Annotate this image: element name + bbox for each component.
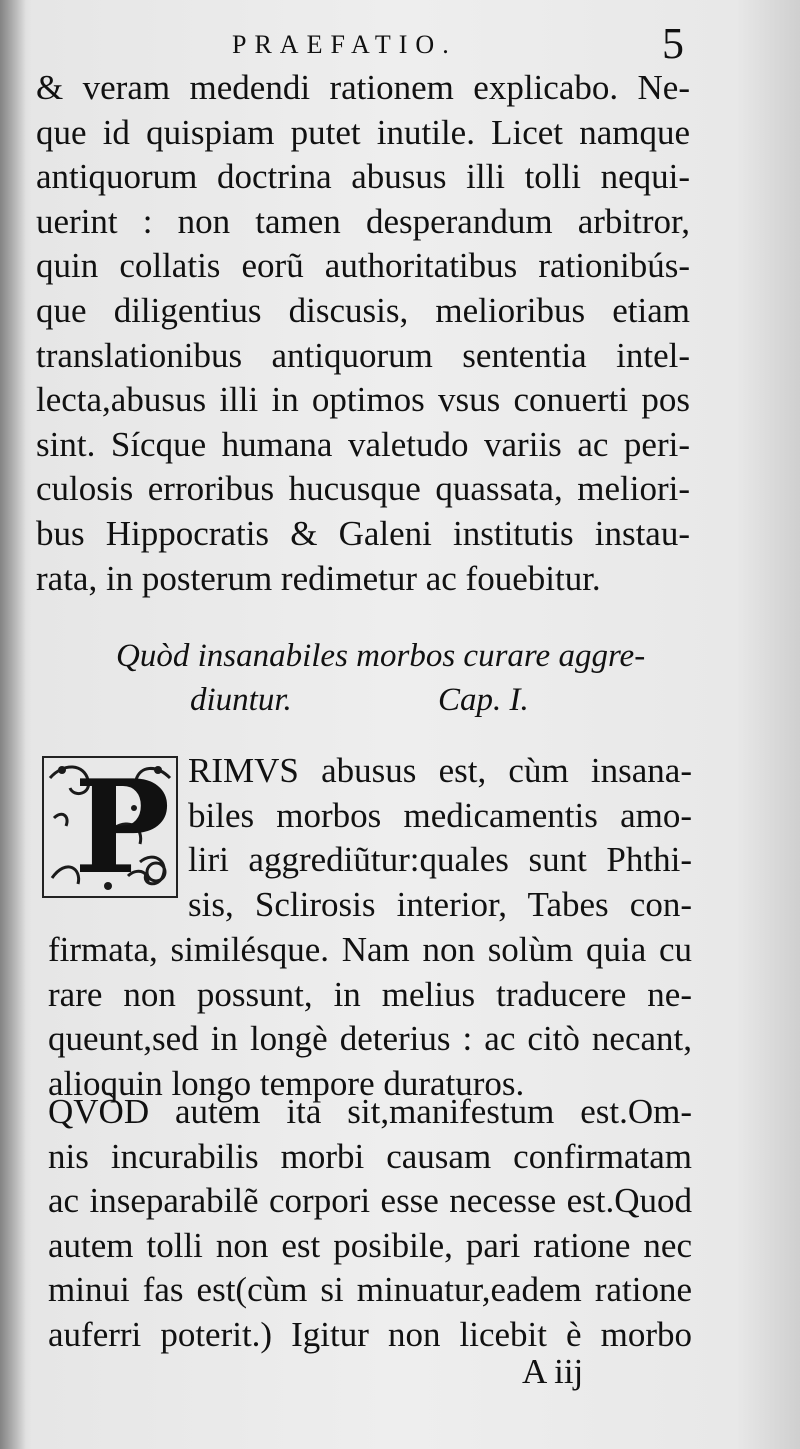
chapter-paragraph bbox=[48, 928, 692, 1106]
text-line: firmata, similésque. Nam non solùm quia cu bbox=[48, 930, 692, 969]
text-line: liri aggrediũtur:quales sunt Phthi- bbox=[188, 840, 692, 880]
text-line: & veram medendi rationem explicabo. Ne- bbox=[36, 68, 690, 107]
chapter-paragraph-indented bbox=[188, 749, 692, 927]
text-line: que diligentius discusis, melioribus etiam bbox=[36, 290, 690, 330]
chapter-title-line: Quòd insanabiles morbos curare aggre- bbox=[116, 638, 646, 674]
text-line: minui fas est(cùm si minuatur,eadem ratione bbox=[48, 1270, 692, 1310]
text-line: translationibus antiquorum sententia intel- bbox=[36, 335, 690, 375]
text-line: queunt,sed in longè deterius : ac citò necant, bbox=[48, 1019, 692, 1059]
text-line: autem tolli non est posibile, pari ratione nec bbox=[48, 1225, 692, 1265]
text-line: RIMVS abusus est, cùm insana- bbox=[188, 751, 692, 790]
running-head bbox=[0, 18, 800, 68]
page-number: 5 bbox=[662, 19, 684, 68]
text-line: culosis erroribus hucusque quassata, meliori- bbox=[36, 469, 690, 509]
text-line: que id quispiam putet inutile. Licet namque bbox=[36, 112, 690, 152]
text-line: biles morbos medicamentis amo- bbox=[188, 795, 692, 835]
text-line: rare non possunt, in melius traducere ne- bbox=[48, 974, 692, 1014]
signature-mark: A iij bbox=[522, 1352, 584, 1391]
running-title: PRAEFATIO. bbox=[232, 30, 457, 59]
text-line: QVÒD autem ita sit,manifestum est.Om- bbox=[48, 1092, 692, 1131]
chapter-title-line: diuntur. bbox=[190, 682, 292, 718]
text-line: sis, Sclirosis interior, Tabes con- bbox=[188, 884, 692, 924]
decorated-initial bbox=[42, 756, 178, 898]
chapter-paragraph-2 bbox=[48, 1090, 692, 1358]
text-line: auferri poterit.) Igitur non licebit è morbo bbox=[48, 1314, 692, 1354]
chapter-heading bbox=[0, 636, 800, 726]
text-line: rata, in posterum redimetur ac fouebitur. bbox=[36, 558, 601, 598]
chapter-number: Cap. I. bbox=[438, 682, 529, 718]
text-line: ac inseparabilẽ corpori esse necesse est.Quod bbox=[48, 1181, 692, 1221]
text-line: lecta,abusus illi in optimos vsus conuerti pos bbox=[36, 380, 690, 420]
text-line: uerint : non tamen desperandum arbitror, bbox=[36, 201, 690, 241]
text-line: bus Hippocratis & Galeni institutis instau- bbox=[36, 513, 690, 553]
text-line: antiquorum doctrina abusus illi tolli nequi- bbox=[36, 157, 690, 197]
initial-letter: P bbox=[74, 756, 171, 898]
preface-text bbox=[36, 66, 690, 601]
text-line: sint. Sícque humana valetudo variis ac peri- bbox=[36, 424, 690, 464]
text-line: nis incurabilis morbi causam confirmatam bbox=[48, 1136, 692, 1176]
text-line: alioquin longo tempore duraturos. bbox=[48, 1063, 525, 1103]
text-line: quin collatis eorũ authoritatibus rationibús- bbox=[36, 246, 690, 286]
